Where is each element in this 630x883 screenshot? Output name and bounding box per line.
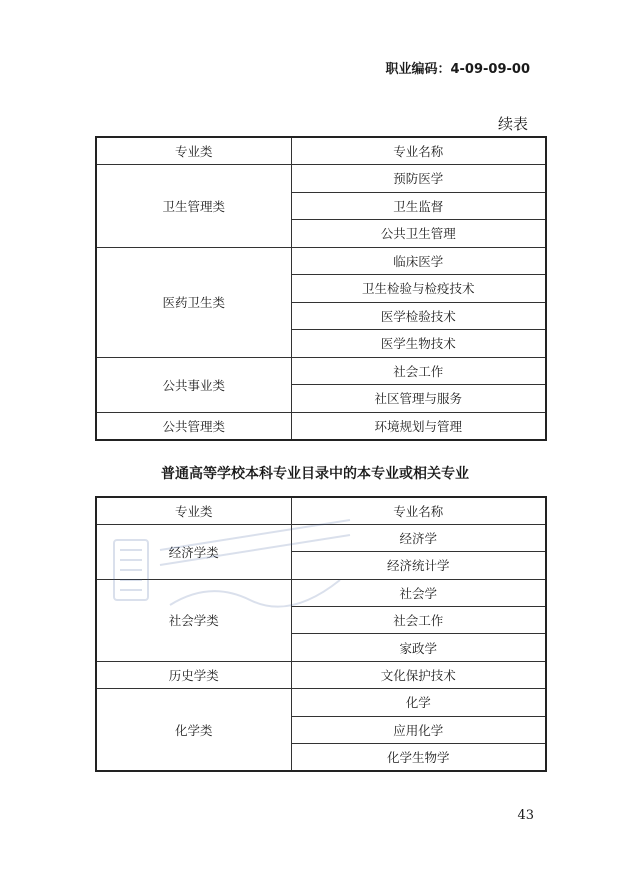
header-category: 专业类 xyxy=(96,497,291,524)
specialty-cell: 文化保护技术 xyxy=(291,661,546,688)
specialty-cell: 社会工作 xyxy=(291,357,546,385)
section-heading: 普通高等学校本科专业目录中的本专业或相关专业 xyxy=(161,466,469,482)
table-row xyxy=(96,247,546,275)
specialty-cell: 社区管理与服务 xyxy=(291,385,546,413)
continued-label: 续表 xyxy=(497,115,528,133)
occupation-code: 职业编码：4-09-09-00 xyxy=(385,62,530,77)
table-row xyxy=(96,661,546,688)
category-cell: 社会学类 xyxy=(96,579,291,661)
table-header-row xyxy=(96,137,546,165)
category-cell: 化学类 xyxy=(96,689,291,771)
category-cell: 公共管理类 xyxy=(96,412,291,440)
page-number: 43 xyxy=(517,808,534,823)
table-row xyxy=(96,689,546,716)
specialty-cell: 卫生监督 xyxy=(291,192,546,220)
specialty-cell: 卫生检验与检疫技术 xyxy=(291,275,546,303)
table-row xyxy=(96,357,546,385)
header-category: 专业类 xyxy=(96,137,291,165)
specialty-cell: 医学生物技术 xyxy=(291,330,546,358)
category-cell: 医药卫生类 xyxy=(96,247,291,357)
specialty-cell: 预防医学 xyxy=(291,165,546,193)
specialty-cell: 临床医学 xyxy=(291,247,546,275)
category-cell: 公共事业类 xyxy=(96,357,291,412)
table-row xyxy=(96,165,546,193)
specialty-cell: 经济学 xyxy=(291,524,546,551)
specialty-cell: 医学检验技术 xyxy=(291,302,546,330)
specialty-table-continued xyxy=(95,136,547,441)
specialty-cell: 社会工作 xyxy=(291,607,546,634)
specialty-cell: 社会学 xyxy=(291,579,546,606)
header-name: 专业名称 xyxy=(291,137,546,165)
specialty-cell: 应用化学 xyxy=(291,716,546,743)
specialty-cell: 经济统计学 xyxy=(291,552,546,579)
publisher-watermark-icon xyxy=(110,510,370,630)
specialty-cell: 化学 xyxy=(291,689,546,716)
specialty-cell: 家政学 xyxy=(291,634,546,661)
specialty-cell: 化学生物学 xyxy=(291,744,546,771)
category-cell: 历史学类 xyxy=(96,661,291,688)
table-row xyxy=(96,412,546,440)
specialty-cell: 公共卫生管理 xyxy=(291,220,546,248)
specialty-cell: 环境规划与管理 xyxy=(291,412,546,440)
header-name: 专业名称 xyxy=(291,497,546,524)
category-cell: 经济学类 xyxy=(96,524,291,579)
category-cell: 卫生管理类 xyxy=(96,165,291,248)
